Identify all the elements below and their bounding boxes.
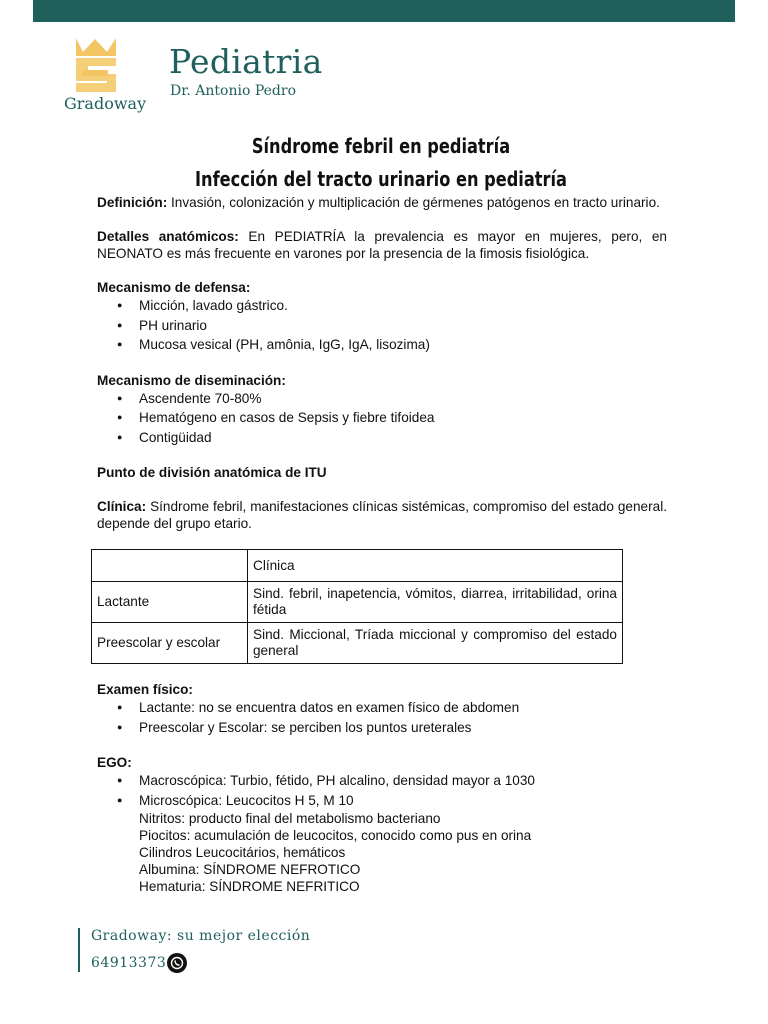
clinica-paragraph — [97, 498, 667, 532]
defensa-list — [97, 296, 667, 355]
table-row — [92, 623, 623, 664]
list-item: ● Macroscópica: Turbio, fétido, PH alcalino, densidad mayor a 1030 — [139, 771, 667, 791]
list-item: ● Mucosa vesical (PH, amônia, IgG, IgA, lisozima) — [139, 335, 667, 355]
examen-heading: Examen físico: — [97, 682, 193, 697]
definicion-label: Definición: — [97, 195, 168, 210]
diseminacion-list — [97, 389, 667, 448]
header-bar — [33, 0, 735, 22]
table-header-row — [92, 550, 623, 582]
logo-text: Gradoway — [64, 94, 147, 113]
list-item: ● Hematógeno en casos de Sepsis y fiebre tifoidea — [139, 408, 667, 428]
gradoway-logo — [58, 36, 150, 114]
document-title: Síndrome febril en pediatría — [251, 134, 511, 158]
ego-sub-line: Nitritos: producto final del metabolismo bacteriano — [139, 811, 441, 826]
footer-tagline: Gradoway: su mejor elección — [91, 928, 311, 944]
examen-list — [97, 698, 667, 737]
footer-phone-row — [80, 953, 310, 973]
table-cell: Lactante — [92, 582, 248, 623]
list-item: ● Preescolar y Escolar: se perciben los puntos ureterales — [139, 718, 667, 738]
list-item: ● PH urinario — [139, 316, 667, 336]
table-cell: Clínica — [248, 550, 623, 582]
definicion-paragraph — [97, 194, 667, 211]
defensa-heading: Mecanismo de defensa: — [97, 280, 251, 295]
footer-phone: 64913373 — [91, 955, 167, 971]
ego-sub-line: Albumina: SÍNDROME NEFROTICO — [139, 862, 361, 877]
punto-division-heading: Punto de división anatómica de ITU — [97, 465, 327, 480]
brand-subtitle: Dr. Antonio Pedro — [170, 83, 296, 99]
clinica-label: Clínica: — [97, 499, 147, 514]
clinica-text: Síndrome febril, manifestaciones clínicas sistémicas, compromiso del estado general. depende del grupo etario. — [97, 499, 667, 531]
list-item: ● Contigüidad — [139, 428, 667, 448]
clinica-table — [91, 549, 623, 664]
document-body — [97, 194, 667, 895]
list-item: ● Microscópica: Leucocitos H 5, M 10 — [139, 791, 667, 811]
whatsapp-icon[interactable] — [167, 953, 187, 973]
detalles-text: En PEDIATRÍA la prevalencia es mayor en mujeres, pero, en NEONATO es más frecuente en varones por la presencia de la fimosis fisiológica. — [97, 229, 667, 261]
definicion-text: Invasión, colonización y multiplicación de gérmenes patógenos en tracto urinario. — [167, 195, 660, 210]
brand-title: Pediatria — [169, 42, 323, 81]
ego-sub-line: Piocitos: acumulación de leucocitos, conocido como pus en orina — [139, 828, 532, 843]
table-cell — [92, 550, 248, 582]
table-cell: Sind. febril, inapetencia, vómitos, diarrea, irritabilidad, orina fétida — [248, 582, 623, 623]
table-cell: Preescolar y escolar — [92, 623, 248, 664]
table-row — [92, 582, 623, 623]
ego-sub-line: Hematuria: SÍNDROME NEFRITICO — [139, 879, 360, 894]
list-item: ● Micción, lavado gástrico. — [139, 296, 667, 316]
detalles-paragraph — [97, 228, 667, 262]
document-subtitle: Infección del tracto urinario en pediatría — [195, 167, 567, 191]
crown-logo-icon — [66, 36, 126, 92]
footer — [78, 928, 310, 972]
ego-list — [97, 771, 667, 810]
ego-sub-line: Cilindros Leucocitários, hemáticos — [139, 845, 346, 860]
diseminacion-heading: Mecanismo de diseminación: — [97, 372, 286, 388]
ego-heading: EGO: — [97, 755, 132, 770]
table-cell: Sind. Miccional, Tríada miccional y compromiso del estado general — [248, 623, 623, 664]
detalles-label: Detalles anatómicos: — [97, 229, 239, 244]
list-item: ● Lactante: no se encuentra datos en examen físico de abdomen — [139, 698, 667, 718]
list-item: ● Ascendente 70-80% — [139, 389, 667, 409]
